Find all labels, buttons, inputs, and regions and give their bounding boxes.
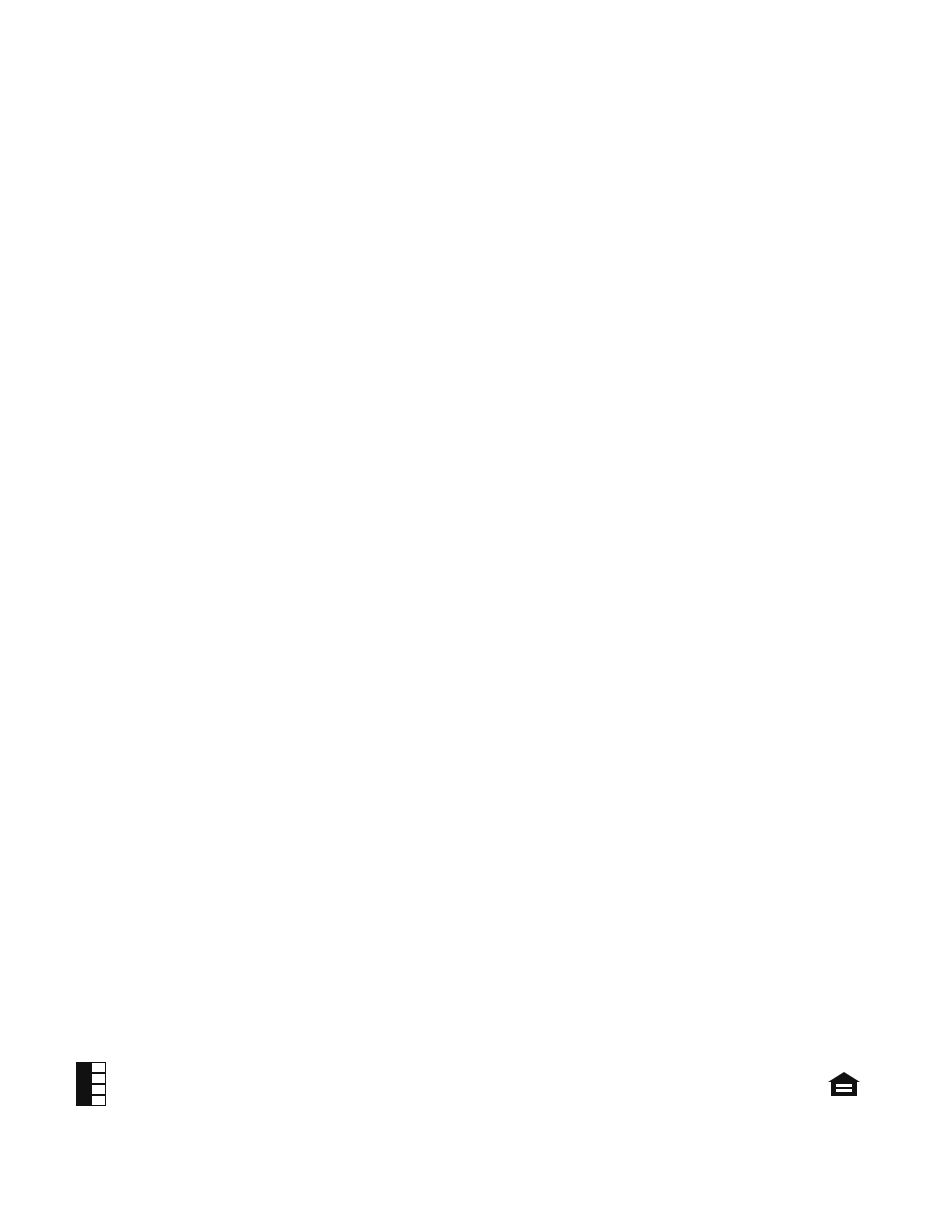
logo-letter (91, 1073, 106, 1084)
rebs-logo (76, 1062, 106, 1106)
document-body (76, 66, 872, 69)
logo-letter (76, 1062, 91, 1073)
logo-letter (76, 1073, 91, 1084)
logo-letter (91, 1062, 106, 1073)
equal-housing-icon (825, 1070, 863, 1108)
